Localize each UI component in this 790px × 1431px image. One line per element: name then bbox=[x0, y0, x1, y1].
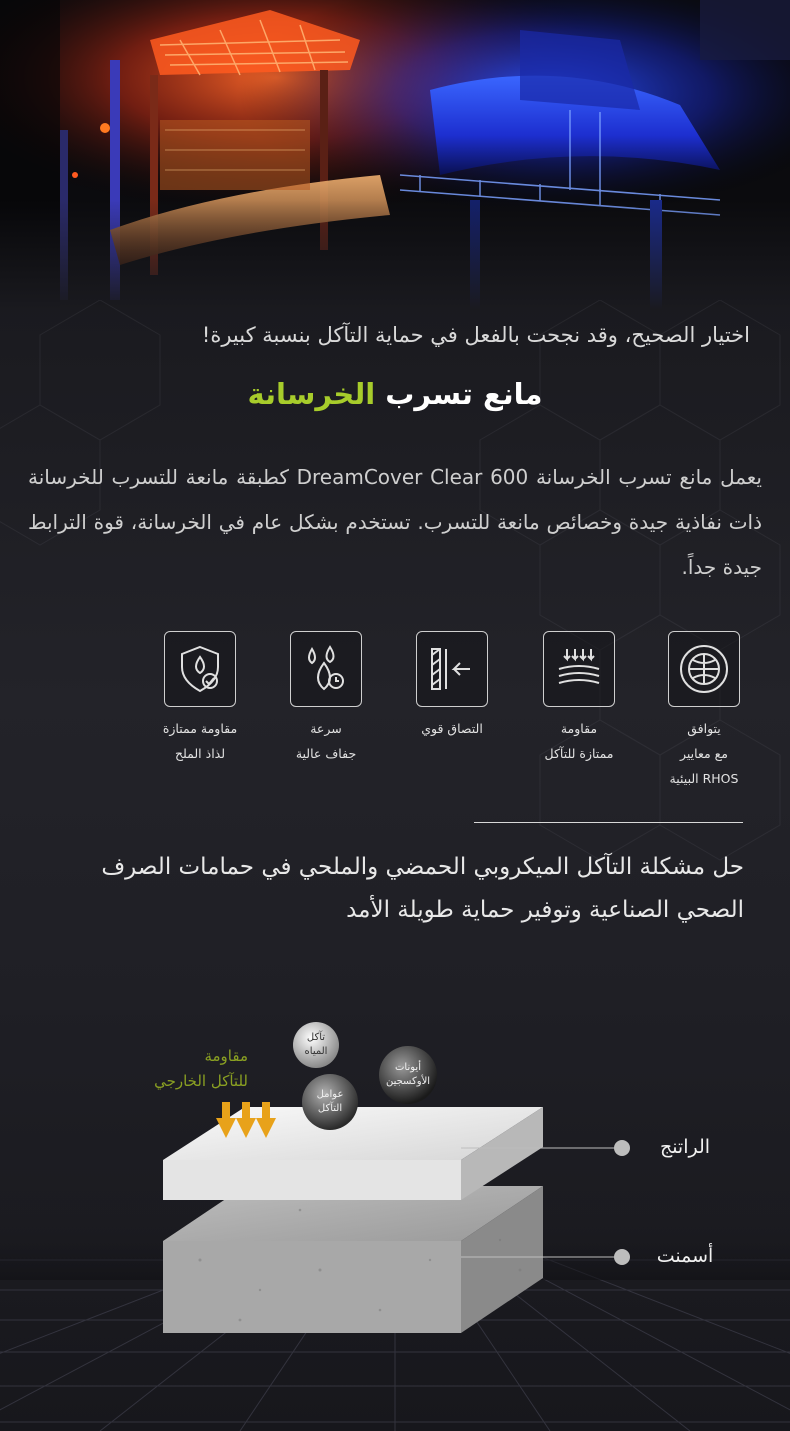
globe-icon bbox=[678, 643, 730, 695]
oxygen-bubble-text: أيونات الأوكسجين bbox=[385, 1062, 431, 1087]
cement-label: أسمنت bbox=[656, 1245, 714, 1267]
tagline: اختيار الصحيح، وقد نجحت بالفعل في حماية التآكل بنسبة كبيرة! bbox=[201, 323, 750, 347]
shield-drop-icon bbox=[174, 643, 226, 695]
feature-drying bbox=[256, 631, 396, 766]
feature-label: مقاومة ممتازة لذاذ الملح bbox=[162, 721, 238, 761]
feature-salt bbox=[130, 631, 270, 766]
feature-rhos bbox=[634, 631, 774, 791]
title-white: مانع تسرب bbox=[385, 377, 543, 411]
feature-adhesion bbox=[382, 631, 522, 741]
feature-label: التصاق قوي bbox=[421, 721, 483, 736]
feature-icon-box bbox=[668, 631, 740, 707]
feature-icon-box bbox=[164, 631, 236, 707]
intro-paragraph: يعمل مانع تسرب الخرسانة DreamCover Clear 600 كطبقة مانعة للتسرب للخرسانة ذات نفاذية جيدة وخصائص مانعة للتسرب. تستخدم بشكل عام في الخرسانة، قوة الترابط جيدة جداً. bbox=[28, 465, 763, 579]
resistance-arrows bbox=[216, 1102, 276, 1138]
feature-icon-box bbox=[543, 631, 615, 707]
agents-bubble-label bbox=[302, 1074, 358, 1130]
feature-corrosion bbox=[509, 631, 649, 766]
hero-industrial-image bbox=[0, 0, 790, 310]
feature-icon-box bbox=[416, 631, 488, 707]
page-title bbox=[0, 377, 790, 411]
feature-icon-box bbox=[290, 631, 362, 707]
section-subheading: حل مشكلة التآكل الميكروبي الحمضي والملحي في حمامات الصرف الصحي الصناعية وتوفير حماية طويلة الأمد bbox=[101, 854, 744, 923]
water-drop-timer-icon bbox=[300, 643, 352, 695]
cement-block bbox=[163, 1186, 543, 1333]
agents-bubble-text: عوامل التآكل bbox=[316, 1089, 344, 1114]
external-resistance-label: مقاومة للتآكل الخارجي bbox=[154, 1047, 248, 1090]
title-green: الخرسانة bbox=[247, 377, 376, 411]
divider bbox=[474, 822, 743, 823]
feature-label: مقاومة ممتازة للتآكل bbox=[544, 721, 614, 761]
water-bubble-label bbox=[293, 1022, 339, 1068]
oxygen-bubble-label bbox=[379, 1046, 437, 1104]
feature-label: يتوافق مع معايير RHOS البيئية bbox=[669, 721, 739, 786]
feature-label: سرعة جفاف عالية bbox=[295, 721, 357, 761]
resin-label: الراتنج bbox=[659, 1136, 711, 1158]
layer-diagram bbox=[0, 960, 790, 1431]
adhesion-icon bbox=[426, 643, 478, 695]
water-bubble-text: تآكل المياه bbox=[304, 1032, 328, 1057]
pressure-icon bbox=[553, 643, 605, 695]
